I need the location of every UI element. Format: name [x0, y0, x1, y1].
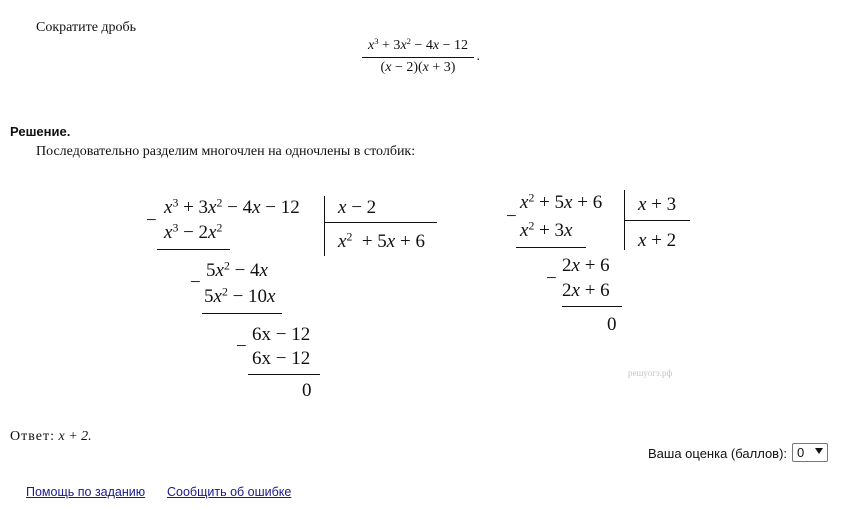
minus-sign: − [506, 206, 517, 227]
task-text: Сократите дробь [36, 20, 137, 35]
fraction-numerator: $x^3 + 3x^2 - 4x - 12$ [367, 36, 469, 53]
div1-divisor-line [324, 222, 437, 223]
fraction-denominator: (x − 2)(x + 3) [380, 60, 456, 75]
div1-rule2 [202, 313, 282, 314]
div1-rule3 [248, 374, 320, 375]
div2-rule2 [562, 306, 622, 307]
fraction-period: . [476, 49, 480, 64]
div2-divisor: x + 3 [638, 194, 677, 215]
div1-rule1 [157, 249, 230, 250]
div1-remainder: 0 [302, 380, 312, 401]
div1-dividend: $x^3 + 3x^2 - 4x - 12$ [164, 196, 300, 218]
div1-step1: $x^3 - 2x^2$ [164, 221, 223, 243]
div1-vertical-line [324, 196, 325, 256]
watermark: решуогэ.рф [628, 368, 673, 378]
minus-sign: − [146, 210, 157, 231]
div1-rem2: 6x − 12 [252, 324, 311, 345]
div1-step2: $5x^2 - 10x$ [204, 285, 276, 307]
report-error-link[interactable]: Сообщить об ошибке [167, 485, 292, 499]
div2-rem1: 2x + 6 [562, 255, 610, 276]
div2-step1: $x^2 + 3x$ [520, 219, 573, 241]
score-select-value: 0 [797, 445, 805, 460]
solution-heading: Решение. [10, 124, 71, 139]
minus-sign: − [546, 268, 557, 289]
chevron-down-icon [815, 448, 823, 454]
div1-rem1: $5x^2 - 4x$ [206, 259, 268, 281]
div2-dividend: $x^2 + 5x + 6$ [520, 191, 603, 213]
answer [10, 429, 92, 445]
solution-text: Последовательно разделим многочлен на одночлены в столбик: [36, 144, 416, 159]
div2-step2: 2x + 6 [562, 280, 610, 301]
answer-value: x + 2. [58, 429, 92, 444]
div1-divisor: x − 2 [338, 197, 377, 218]
div2-rule1 [516, 247, 586, 248]
help-link[interactable]: Помощь по заданию [26, 485, 146, 499]
div1-quotient: $x^2 + 5x + 6$ [338, 230, 425, 252]
minus-sign: − [236, 336, 247, 357]
div1-step3: 6x − 12 [252, 348, 311, 369]
rating-label: Ваша оценка (баллов): [648, 446, 788, 461]
score-select[interactable] [792, 443, 828, 462]
div2-quotient: x + 2 [638, 230, 677, 251]
problem-fraction [362, 36, 480, 76]
answer-label: Ответ: [10, 429, 55, 444]
minus-sign: − [190, 272, 201, 293]
fraction-bar [362, 57, 474, 58]
div2-remainder: 0 [607, 314, 617, 335]
div2-divisor-line [624, 220, 690, 221]
